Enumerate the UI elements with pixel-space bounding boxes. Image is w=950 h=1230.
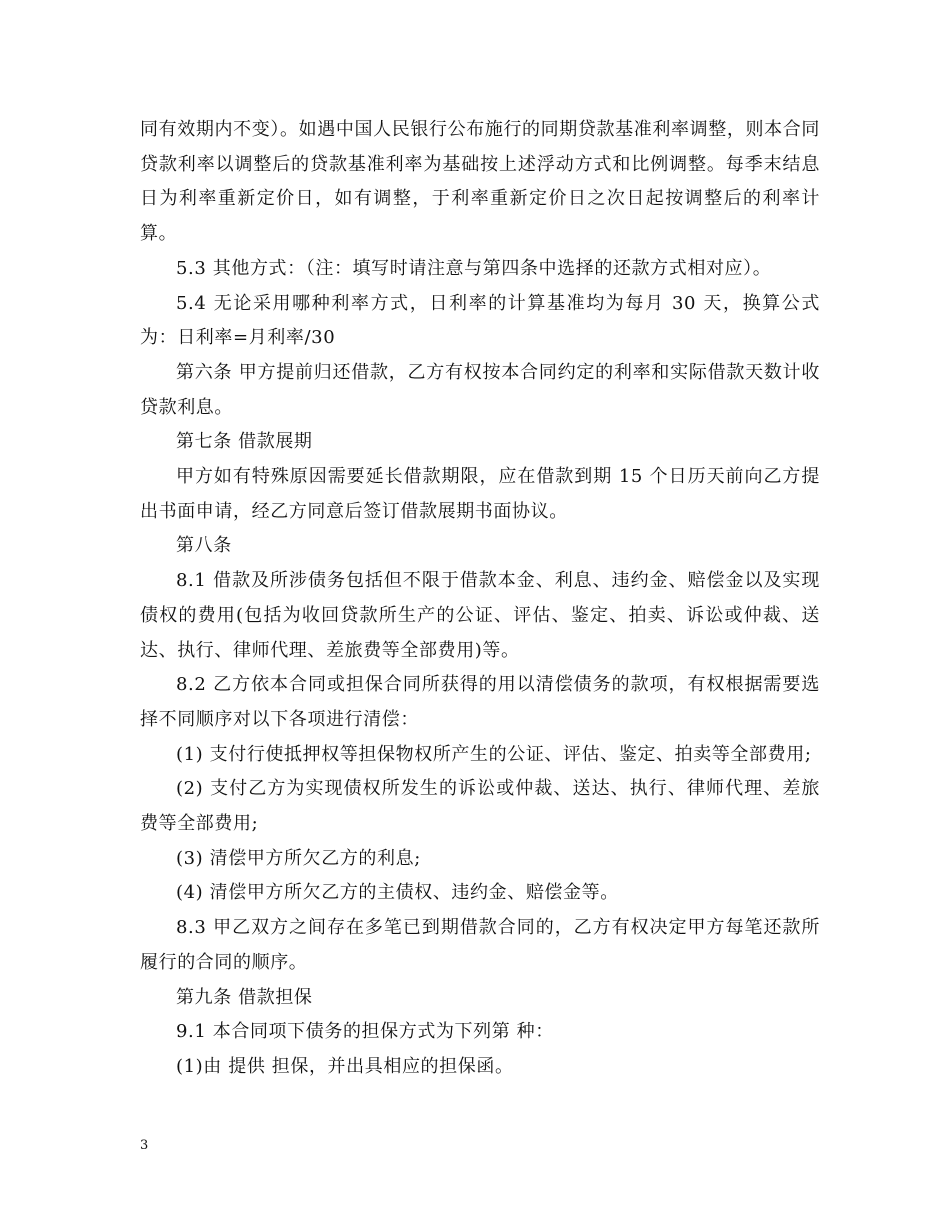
list-item: (1)由 提供 担保，并出具相应的担保函。 <box>176 1055 514 1077</box>
paragraph: 同有效期内不变）。如遇中国人民银行公布施行的同期贷款基准利率调整，则本合同贷款利率以调整后的贷款基准利率为基础按上述浮动方式和比例调整。每季末结息日为利率重新定价日，如有调整，于利率重新定价日之次日起按调整后的利率计算。 <box>140 119 820 245</box>
paragraph: 8.3 甲乙双方之间存在多笔已到期借款合同的，乙方有权决定甲方每笔还款所履行的合同的顺序。 <box>140 917 820 973</box>
document-body <box>140 113 820 1085</box>
paragraph: 8.2 乙方依本合同或担保合同所获得的用以清偿债务的款项，有权根据需要选择不同顺序对以下各项进行清偿： <box>140 674 820 730</box>
section-heading: 第七条 借款展期 <box>176 431 313 453</box>
list-item: (4) 清偿甲方所欠乙方的主债权、违约金、赔偿金等。 <box>176 882 619 904</box>
list-item: (1) 支付行使抵押权等担保物权所产生的公证、评估、鉴定、拍卖等全部费用; <box>176 743 812 765</box>
list-item: (3) 清偿甲方所欠乙方的利息; <box>176 847 421 869</box>
list-item: (2) 支付乙方为实现债权所发生的诉讼或仲裁、送达、执行、律师代理、差旅费等全部费用; <box>140 778 820 835</box>
paragraph: 第六条 甲方提前归还借款，乙方有权按本合同约定的利率和实际借款天数计收贷款利息。 <box>140 361 820 418</box>
paragraph: 9.1 本合同项下债务的担保方式为下列第 种： <box>176 1021 554 1043</box>
paragraph: 8.1 借款及所涉债务包括但不限于借款本金、利息、违约金、赔偿金以及实现债权的费用(包括为收回贷款所生产的公证、评估、鉴定、拍卖、诉讼或仲裁、送达、执行、律师代理、差旅费等全部费用)等。 <box>140 570 820 661</box>
page-number: 3 <box>140 1138 149 1153</box>
paragraph: 5.4 无论采用哪种利率方式，日利率的计算基准均为每月 30 天，换算公式为：日利率=月利率/30 <box>140 292 820 349</box>
section-heading: 第九条 借款担保 <box>176 986 313 1008</box>
paragraph: 甲方如有特殊原因需要延长借款期限，应在借款到期 15 个日历天前向乙方提出书面申请，经乙方同意后签订借款展期书面协议。 <box>140 466 820 522</box>
section-heading: 第八条 <box>176 535 232 557</box>
paragraph: 5.3 其他方式：（注：填写时请注意与第四条中选择的还款方式相对应）。 <box>176 257 772 279</box>
